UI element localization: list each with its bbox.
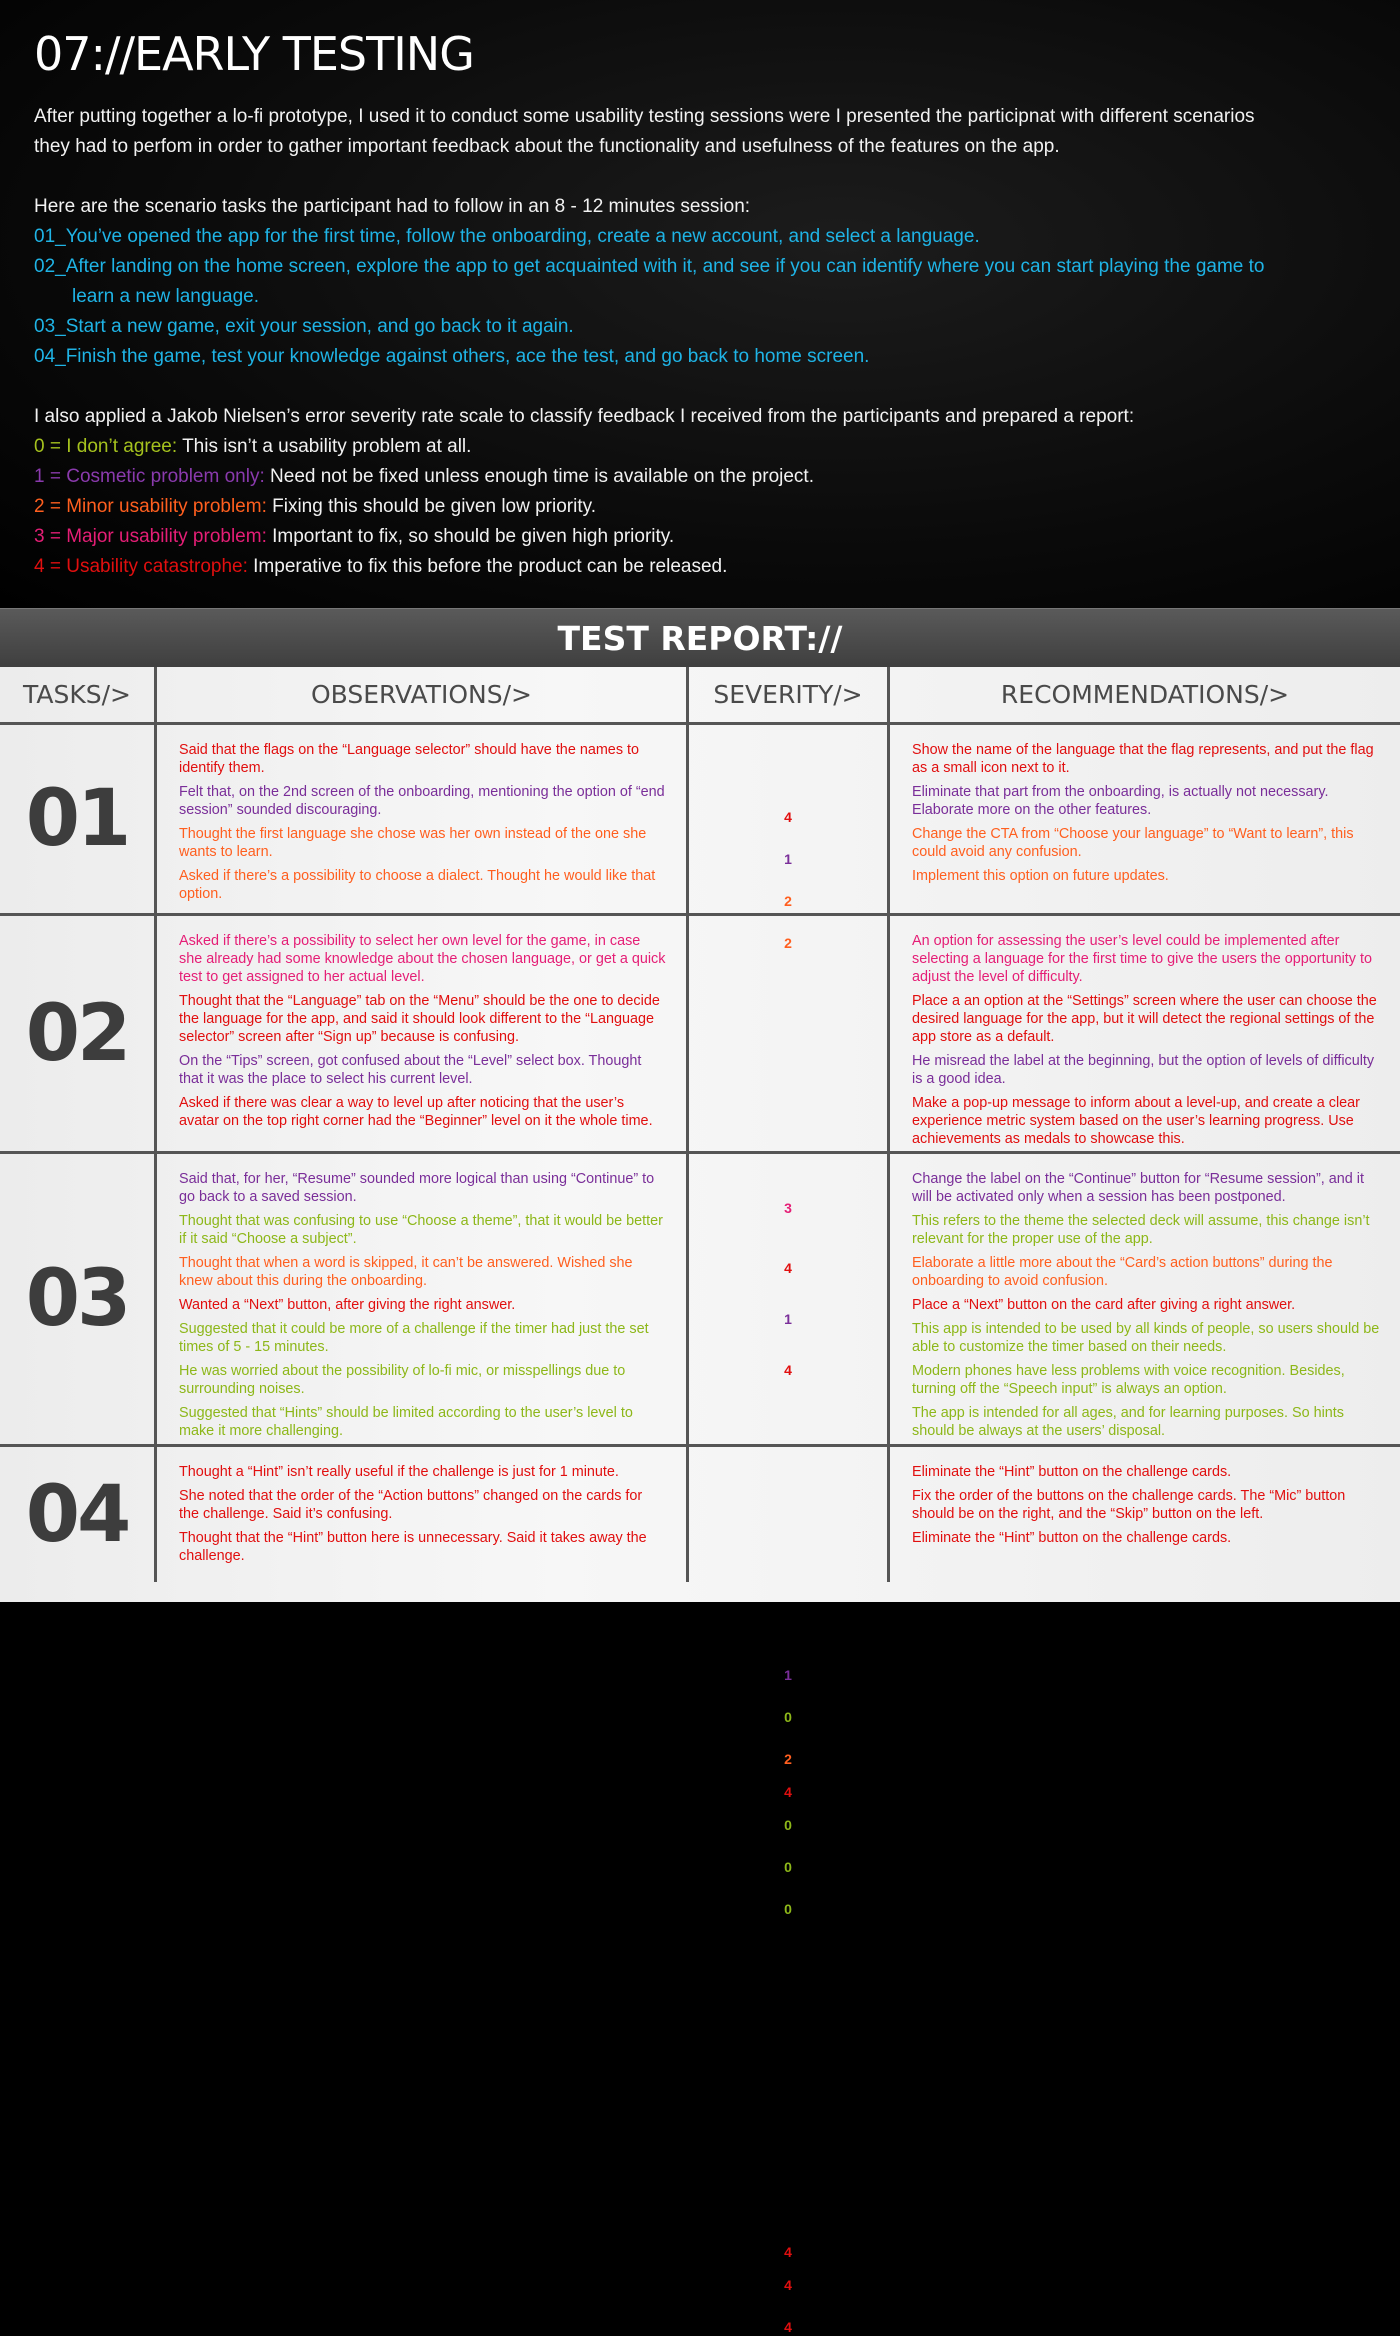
- page-title: 07://EARLY TESTING: [34, 27, 474, 81]
- observation: Asked if there’s a possibility to select her own level for the game, in case she already had some knowledge about the chosen language, or get a quick test to get assigned to her actual level.: [179, 933, 666, 985]
- severity-value: 4: [784, 2244, 792, 2260]
- severity-scale: [34, 432, 1366, 582]
- scale-line: [34, 492, 1366, 522]
- recommendation: Show the name of the language that the flag represents, and put the flag as a small icon next to it.: [912, 742, 1374, 776]
- scale-description: Imperative to fix this before the product can be released.: [247, 556, 728, 577]
- scale-line: [34, 522, 1366, 552]
- observation: Asked if there was clear a way to level up after noticing that the user’s avatar on the top right corner had the “Beginner” level on it the whole time.: [179, 1095, 653, 1129]
- observation: Thought the first language she chose was her own instead of the one she wants to learn.: [179, 826, 647, 860]
- test-report-table: [0, 667, 1400, 2335]
- severity-value: 0: [784, 1901, 792, 1917]
- observation: Said that the flags on the “Language selector” should have the names to identify them.: [179, 742, 640, 776]
- scenario-3: 03_Start a new game, exit your session, and go back to it again.: [34, 316, 574, 337]
- observation: Felt that, on the 2nd screen of the onboarding, mentioning the option of “end session” sounded discouraging.: [179, 784, 665, 818]
- observation: He was worried about the possibility of lo-fi mic, or misspellings due to surrounding noises.: [179, 1363, 626, 1397]
- severity-value: 4: [784, 1784, 792, 1800]
- recommendation: Place a “Next” button on the card after giving a right answer.: [912, 1297, 1296, 1313]
- observation: Wanted a “Next” button, after giving the right answer.: [179, 1297, 516, 1313]
- table-header-row: [0, 667, 1400, 725]
- severity-value: 4: [784, 809, 792, 825]
- table-body: [0, 725, 1400, 2335]
- intro-line-1: After putting together a lo-fi prototype, I used it to conduct some usability testing sessions were I presented the participnat with different scenarios: [34, 106, 1255, 127]
- scenario-2-continued: learn a new language.: [72, 286, 259, 307]
- recommendation: Place a an option at the “Settings” screen where the user can choose the desired language for the app, but it will detect the regional settings of the app store as a default.: [912, 993, 1377, 1045]
- severity-cell: [689, 1447, 890, 2335]
- observations-cell: [157, 1447, 689, 1582]
- severity-value: 1: [784, 851, 792, 867]
- recommendation: The app is intended for all ages, and for learning purposes. So hints should be always at the users’ disposal.: [912, 1405, 1344, 1439]
- observation: Said that, for her, “Resume” sounded more logical than using “Continue” to go back to a saved session.: [179, 1171, 655, 1205]
- header-tasks: TASKS/>: [0, 667, 157, 722]
- scenario-intro: Here are the scenario tasks the participant had to follow in an 8 - 12 minutes session:: [34, 196, 751, 217]
- intro-section: [0, 0, 1400, 608]
- observations-cell: [157, 725, 689, 913]
- severity-value: 2: [784, 893, 792, 909]
- severity-value: 0: [784, 1817, 792, 1833]
- severity-value: 4: [784, 2277, 792, 2293]
- recommendation: An option for assessing the user’s level could be implemented after selecting a language for the first time to give the users the opportunity to adjust the level of difficulty.: [912, 933, 1372, 985]
- severity-cell: [689, 1154, 890, 1917]
- recommendation: Change the CTA from “Choose your language” to “Want to learn”, this could avoid any confusion.: [912, 826, 1354, 860]
- observation: Thought that the “Language” tab on the “Menu” should be the one to decide the language for the app, and said it should look different to the “Language selector” screen after “Sign up” because is confusing.: [179, 993, 660, 1045]
- scale-description: Important to fix, so should be given high priority.: [266, 526, 675, 547]
- recommendations-cell: [890, 916, 1400, 1151]
- severity-value: 2: [784, 1751, 792, 1767]
- recommendations-cell: [890, 1447, 1400, 1582]
- severity-cell: [689, 916, 890, 1378]
- severity-value: 3: [784, 1200, 792, 1216]
- recommendation: Elaborate a little more about the “Card’s action buttons” during the onboarding to avoid confusion.: [912, 1255, 1333, 1289]
- scale-line: [34, 462, 1366, 492]
- report-title: TEST REPORT://: [557, 618, 843, 658]
- task-number: 04: [0, 1447, 157, 1582]
- header-severity: SEVERITY/>: [689, 667, 890, 722]
- scale-line: [34, 432, 1366, 462]
- scale-description: Need not be fixed unless enough time is available on the project.: [264, 466, 814, 487]
- recommendation: Eliminate the “Hint” button on the challenge cards.: [912, 1464, 1232, 1480]
- recommendation: Modern phones have less problems with voice recognition. Besides, turning off the “Speech input” is always an option.: [912, 1363, 1345, 1397]
- severity-value: 4: [784, 1362, 792, 1378]
- severity-value: 4: [784, 1260, 792, 1276]
- intro-line-2: they had to perfom in order to gather important feedback about the functionality and usefulness of the features on the app.: [34, 136, 1060, 157]
- severity-value: 0: [784, 1709, 792, 1725]
- recommendation: This refers to the theme the selected deck will assume, this change isn’t relevant for the proper use of the app.: [912, 1213, 1370, 1247]
- observation: She noted that the order of the “Action buttons” changed on the cards for the challenge. Said it’s confusing.: [179, 1488, 643, 1522]
- scale-label: 4 = Usability catastrophe:: [34, 556, 248, 577]
- severity-value: 0: [784, 1859, 792, 1875]
- scenario-1: 01_You’ve opened the app for the first time, follow the onboarding, create a new account, and select a language.: [34, 226, 980, 247]
- header-observations: OBSERVATIONS/>: [157, 667, 689, 722]
- observation: Thought that when a word is skipped, it can’t be answered. Wished she knew about this during the onboarding.: [179, 1255, 633, 1289]
- observation: Thought that was confusing to use “Choose a theme”, that it would be better if it said “Choose a subject”.: [179, 1213, 663, 1247]
- recommendation: He misread the label at the beginning, but the option of levels of difficulty is a good idea.: [912, 1053, 1375, 1087]
- scale-label: 2 = Minor usability problem:: [34, 496, 267, 517]
- scenario-2: 02_After landing on the home screen, explore the app to get acquainted with it, and see if you can identify where you can start playing the game to: [34, 256, 1265, 277]
- recommendation: Change the label on the “Continue” button for “Resume session”, and it will be activated only when a session has been postponed.: [912, 1171, 1364, 1205]
- recommendation: Eliminate the “Hint” button on the challenge cards.: [912, 1530, 1232, 1546]
- scale-description: Fixing this should be given low priority.: [266, 496, 596, 517]
- scale-label: 3 = Major usability problem:: [34, 526, 267, 547]
- observation: Thought that the “Hint” button here is unnecessary. Said it takes away the challenge.: [179, 1530, 647, 1564]
- severity-value: 1: [784, 1667, 792, 1683]
- severity-value: 4: [784, 2319, 792, 2335]
- scale-intro: I also applied a Jakob Nielsen’s error severity rate scale to classify feedback I received from the participants and prepared a report:: [34, 406, 1135, 427]
- scale-label: 0 = I don’t agree:: [34, 436, 178, 457]
- recommendation: Make a pop-up message to inform about a level-up, and create a clear experience metric system based on the user’s learning progress. Use achievements as medals to showcase this.: [912, 1095, 1360, 1147]
- recommendation: This app is intended to be used by all kinds of people, so users should be able to customize the timer based on their needs.: [912, 1321, 1380, 1355]
- scale-label: 1 = Cosmetic problem only:: [34, 466, 265, 487]
- recommendations-cell: [890, 1154, 1400, 1444]
- severity-value: 2: [784, 935, 792, 951]
- recommendation: Eliminate that part from the onboarding, is actually not necessary. Elaborate more on the other features.: [912, 784, 1329, 818]
- table-row: [0, 725, 1400, 951]
- scenario-4: 04_Finish the game, test your knowledge against others, ace the test, and go back to home screen.: [34, 346, 870, 367]
- severity-cell: [689, 725, 890, 951]
- scale-line: [34, 552, 1366, 582]
- observation: Thought a “Hint” isn’t really useful if the challenge is just for 1 minute.: [179, 1464, 619, 1480]
- observation: Suggested that “Hints” should be limited according to the user’s level to make it more challenging.: [179, 1405, 633, 1439]
- observations-cell: [157, 1154, 689, 1444]
- recommendation: Fix the order of the buttons on the challenge cards. The “Mic” button should be on the right, and the “Skip” button on the left.: [912, 1488, 1346, 1522]
- recommendations-cell: [890, 725, 1400, 913]
- table-row: [0, 1447, 1400, 2335]
- observations-cell: [157, 916, 689, 1151]
- observation: Suggested that it could be more of a challenge if the timer had just the set times of 5 - 15 minutes.: [179, 1321, 649, 1355]
- observation: On the “Tips” screen, got confused about the “Level” select box. Thought that it was the place to select his current level.: [179, 1053, 642, 1087]
- task-number: 03: [0, 1154, 157, 1444]
- header-recommendations: RECOMMENDATIONS/>: [1000, 680, 1290, 709]
- severity-value: 1: [784, 1311, 792, 1327]
- report-header: [0, 608, 1400, 667]
- task-number: 02: [0, 916, 157, 1151]
- task-number: 01: [0, 725, 157, 913]
- recommendation: Implement this option on future updates.: [912, 868, 1169, 884]
- observation: Asked if there’s a possibility to choose a dialect. Thought he would like that option.: [179, 868, 656, 902]
- scale-description: This isn’t a usability problem at all.: [177, 436, 472, 457]
